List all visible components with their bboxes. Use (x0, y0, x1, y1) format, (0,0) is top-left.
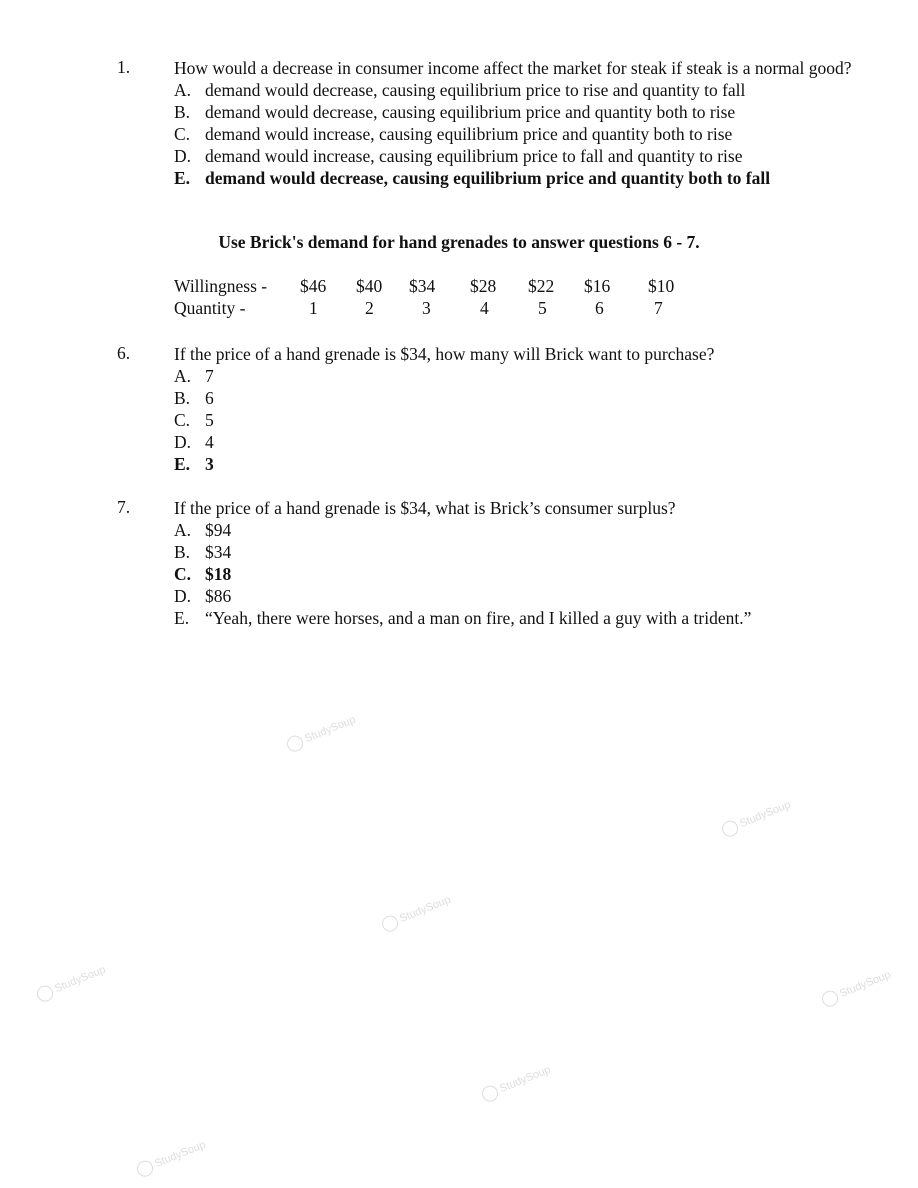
watermark-text: StudySoup (737, 798, 793, 830)
quantity-cell: 6 (595, 298, 604, 318)
question-6-option-b (174, 387, 854, 409)
question-6-option-d (174, 431, 854, 453)
option-letter: C. (174, 564, 192, 584)
quantity-cell: 2 (365, 298, 374, 318)
question-1 (174, 57, 854, 189)
price-cell: $22 (528, 276, 555, 296)
option-letter: A. (174, 520, 192, 540)
option-text: 7 (205, 366, 214, 386)
question-1-stem: How would a decrease in consumer income affect the market for steak if steak is a normal good? (174, 58, 852, 78)
watermark (820, 967, 894, 1009)
option-text: demand would increase, causing equilibrium price to fall and quantity to rise (205, 146, 743, 166)
watermark-logo-icon (135, 1158, 156, 1179)
question-1-option-d (174, 145, 854, 167)
watermark-logo-icon (480, 1083, 501, 1104)
option-text: demand would increase, causing equilibrium price and quantity both to rise (205, 124, 733, 144)
question-1-option-b (174, 101, 854, 123)
quantity-cell: 5 (538, 298, 547, 318)
quantity-cell: 7 (654, 298, 663, 318)
section-heading: Use Brick's demand for hand grenades to answer questions 6 - 7. (218, 232, 700, 252)
option-letter: E. (174, 454, 191, 474)
quantity-row (174, 298, 714, 320)
option-letter: A. (174, 80, 192, 100)
question-6-stem: If the price of a hand grenade is $34, how many will Brick want to purchase? (174, 344, 715, 364)
option-text: 3 (205, 454, 214, 474)
willingness-row (174, 276, 714, 298)
watermark (480, 1062, 554, 1104)
question-6-option-c (174, 409, 854, 431)
watermark-text: StudySoup (497, 1063, 553, 1095)
question-7-option-c-answer (174, 563, 854, 585)
watermark (35, 962, 109, 1004)
watermark-text: StudySoup (397, 893, 453, 925)
question-6-option-a (174, 365, 854, 387)
option-letter: E. (174, 168, 191, 188)
option-text: 4 (205, 432, 214, 452)
watermark (720, 797, 794, 839)
watermark-text: StudySoup (52, 963, 108, 995)
option-text: 5 (205, 410, 214, 430)
option-text: demand would decrease, causing equilibrium price to rise and quantity to fall (205, 80, 746, 100)
watermark-logo-icon (380, 913, 401, 934)
question-6-number: 6. (117, 343, 131, 363)
watermark-logo-icon (285, 733, 306, 754)
quantity-cell: 1 (309, 298, 318, 318)
question-7-option-a (174, 519, 854, 541)
option-letter: C. (174, 124, 191, 144)
willingness-label: Willingness - (174, 276, 268, 296)
price-cell: $40 (356, 276, 383, 296)
option-letter: B. (174, 542, 191, 562)
watermark-text: StudySoup (837, 968, 893, 1000)
option-letter: C. (174, 410, 191, 430)
question-6-option-e-answer (174, 453, 854, 475)
question-1-option-e-answer (174, 167, 854, 189)
price-cell: $28 (470, 276, 497, 296)
option-text: $94 (205, 520, 232, 540)
question-7-option-d (174, 585, 854, 607)
quantity-cell: 4 (480, 298, 489, 318)
price-cell: $34 (409, 276, 436, 296)
question-1-option-c (174, 123, 854, 145)
price-cell: $16 (584, 276, 611, 296)
quantity-label: Quantity - (174, 298, 246, 318)
option-text: $18 (205, 564, 232, 584)
option-text: demand would decrease, causing equilibrium price and quantity both to fall (205, 168, 771, 188)
watermark (135, 1137, 209, 1179)
option-text: $86 (205, 586, 232, 606)
watermark (380, 892, 454, 934)
option-letter: B. (174, 388, 191, 408)
option-letter: E. (174, 608, 190, 628)
option-letter: D. (174, 586, 192, 606)
price-cell: $10 (648, 276, 675, 296)
option-letter: B. (174, 102, 191, 122)
question-6 (174, 343, 854, 475)
option-letter: A. (174, 366, 192, 386)
price-cell: $46 (300, 276, 327, 296)
watermark (285, 712, 359, 754)
watermark-logo-icon (720, 818, 741, 839)
option-text: 6 (205, 388, 214, 408)
question-7-option-b (174, 541, 854, 563)
watermark-text: StudySoup (302, 713, 358, 745)
question-1-option-a (174, 79, 854, 101)
option-text: $34 (205, 542, 232, 562)
question-7-number: 7. (117, 497, 131, 517)
watermark-text: StudySoup (152, 1138, 208, 1170)
option-letter: D. (174, 432, 192, 452)
quantity-cell: 3 (422, 298, 431, 318)
question-7 (174, 497, 854, 629)
question-7-stem: If the price of a hand grenade is $34, what is Brick’s consumer surplus? (174, 498, 676, 518)
question-7-option-e (174, 607, 854, 629)
option-text: demand would decrease, causing equilibrium price and quantity both to rise (205, 102, 736, 122)
watermark-logo-icon (35, 983, 56, 1004)
question-1-number: 1. (117, 57, 131, 77)
watermark-logo-icon (820, 988, 841, 1009)
option-letter: D. (174, 146, 192, 166)
option-text: “Yeah, there were horses, and a man on fire, and I killed a guy with a trident.” (205, 608, 752, 628)
